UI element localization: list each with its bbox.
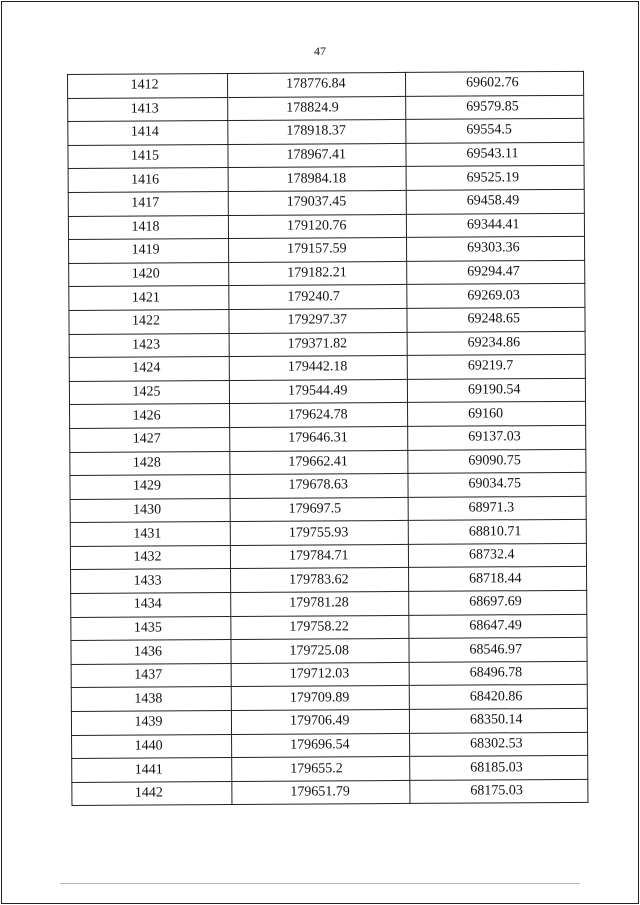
point-number-cell: 1442 [72,781,232,806]
y-coordinate-cell: 68732.4 [408,543,586,568]
table-row [68,71,584,98]
table-row [68,213,584,240]
y-coordinate-cell: 69137.03 [408,425,586,450]
point-number-cell: 1437 [71,663,231,688]
table-row [68,119,584,146]
point-number-cell: 1420 [69,262,229,287]
y-coordinate-cell: 68647.49 [409,614,587,639]
table-row [69,260,585,287]
point-number-cell: 1416 [68,168,228,193]
x-coordinate-cell: 179651.79 [232,780,410,805]
table-row [70,402,586,429]
x-coordinate-cell: 179755.93 [230,521,408,546]
table-row [68,189,584,216]
point-number-cell: 1412 [68,74,228,99]
point-number-cell: 1425 [69,380,229,405]
table-row [69,284,585,311]
x-coordinate-cell: 179696.54 [232,733,410,758]
point-number-cell: 1432 [70,545,230,570]
point-number-cell: 1428 [70,451,230,476]
y-coordinate-cell: 69190.54 [407,378,585,403]
table-row [71,685,587,712]
x-coordinate-cell: 178918.37 [228,120,406,145]
y-coordinate-cell: 69602.76 [405,71,583,96]
table-row [70,472,586,499]
table-row [71,708,587,735]
x-coordinate-cell: 179725.08 [231,639,409,664]
point-number-cell: 1436 [71,640,231,665]
point-number-cell: 1422 [69,309,229,334]
y-coordinate-cell: 69554.5 [406,119,584,144]
y-coordinate-cell: 69525.19 [406,166,584,191]
y-coordinate-cell: 68302.53 [410,732,588,757]
x-coordinate-cell: 179678.63 [230,474,408,499]
coordinate-table-wrapper [67,71,587,807]
y-coordinate-cell: 68971.3 [408,496,586,521]
x-coordinate-cell: 178984.18 [228,167,406,192]
x-coordinate-cell: 179712.03 [231,662,409,687]
x-coordinate-cell: 179157.59 [229,238,407,263]
x-coordinate-cell: 179662.41 [230,450,408,475]
y-coordinate-cell: 68496.78 [409,661,587,686]
y-coordinate-cell: 69303.36 [407,236,585,261]
y-coordinate-cell: 68350.14 [409,708,587,733]
x-coordinate-cell: 179442.18 [229,356,407,381]
y-coordinate-cell: 68546.97 [409,638,587,663]
table-row [68,166,584,193]
point-number-cell: 1421 [69,286,229,311]
x-coordinate-cell: 179706.49 [231,709,409,734]
table-row [71,614,587,641]
point-number-cell: 1439 [71,711,231,736]
table-row [69,236,585,263]
table-row [71,638,587,665]
x-coordinate-cell: 178824.9 [228,96,406,121]
y-coordinate-cell: 68810.71 [408,520,586,545]
y-coordinate-cell: 69344.41 [406,213,584,238]
point-number-cell: 1413 [68,97,228,122]
table-row [69,378,585,405]
table-row [71,590,587,617]
y-coordinate-cell: 69090.75 [408,449,586,474]
x-coordinate-cell: 179624.78 [230,403,408,428]
x-coordinate-cell: 179709.89 [231,686,409,711]
x-coordinate-cell: 179783.62 [231,568,409,593]
table-row [68,142,584,169]
table-row [69,307,585,334]
x-coordinate-cell: 179646.31 [230,426,408,451]
x-coordinate-cell: 179544.49 [229,379,407,404]
point-number-cell: 1417 [68,191,228,216]
y-coordinate-cell: 69160 [408,402,586,427]
point-number-cell: 1430 [70,498,230,523]
table-row [69,354,585,381]
table-row [72,779,588,806]
x-coordinate-cell: 179655.2 [232,757,410,782]
point-number-cell: 1434 [71,593,231,618]
x-coordinate-cell: 178776.84 [228,72,406,97]
y-coordinate-cell: 69579.85 [406,95,584,120]
table-row [70,520,586,547]
table-body [68,71,588,806]
point-number-cell: 1431 [70,522,230,547]
x-coordinate-cell: 179781.28 [231,591,409,616]
y-coordinate-cell: 69219.7 [407,354,585,379]
table-row [70,543,586,570]
point-number-cell: 1419 [69,239,229,264]
y-coordinate-cell: 68420.86 [409,685,587,710]
point-number-cell: 1441 [72,758,232,783]
table-row [68,95,584,122]
point-number-cell: 1429 [70,475,230,500]
table-row [70,425,586,452]
y-coordinate-cell: 68718.44 [409,567,587,592]
y-coordinate-cell: 69034.75 [408,472,586,497]
table-row [71,567,587,594]
y-coordinate-cell: 69458.49 [406,189,584,214]
x-coordinate-cell: 179697.5 [230,497,408,522]
table-row [70,496,586,523]
x-coordinate-cell: 179758.22 [231,615,409,640]
table-row [72,732,588,759]
point-number-cell: 1427 [70,427,230,452]
point-number-cell: 1424 [69,357,229,382]
y-coordinate-cell: 69543.11 [406,142,584,167]
table-row [71,661,587,688]
point-number-cell: 1440 [72,734,232,759]
x-coordinate-cell: 179297.37 [229,308,407,333]
point-number-cell: 1414 [68,121,228,146]
y-coordinate-cell: 69248.65 [407,307,585,332]
x-coordinate-cell: 179120.76 [228,214,406,239]
x-coordinate-cell: 179037.45 [228,190,406,215]
point-number-cell: 1426 [70,404,230,429]
x-coordinate-cell: 179371.82 [229,332,407,357]
bottom-rule [60,883,580,884]
table-row [72,756,588,783]
x-coordinate-cell: 178967.41 [228,143,406,168]
coordinate-table [67,71,588,807]
point-number-cell: 1418 [68,215,228,240]
y-coordinate-cell: 68175.03 [410,779,588,804]
x-coordinate-cell: 179240.7 [229,285,407,310]
page-number: 47 [314,44,326,58]
y-coordinate-cell: 69294.47 [407,260,585,285]
y-coordinate-cell: 69269.03 [407,284,585,309]
point-number-cell: 1433 [71,569,231,594]
table-row [69,331,585,358]
y-coordinate-cell: 68185.03 [410,756,588,781]
x-coordinate-cell: 179182.21 [229,261,407,286]
point-number-cell: 1438 [71,687,231,712]
y-coordinate-cell: 68697.69 [409,590,587,615]
point-number-cell: 1435 [71,616,231,641]
point-number-cell: 1415 [68,144,228,169]
x-coordinate-cell: 179784.71 [230,544,408,569]
y-coordinate-cell: 69234.86 [407,331,585,356]
point-number-cell: 1423 [69,333,229,358]
table-row [70,449,586,476]
